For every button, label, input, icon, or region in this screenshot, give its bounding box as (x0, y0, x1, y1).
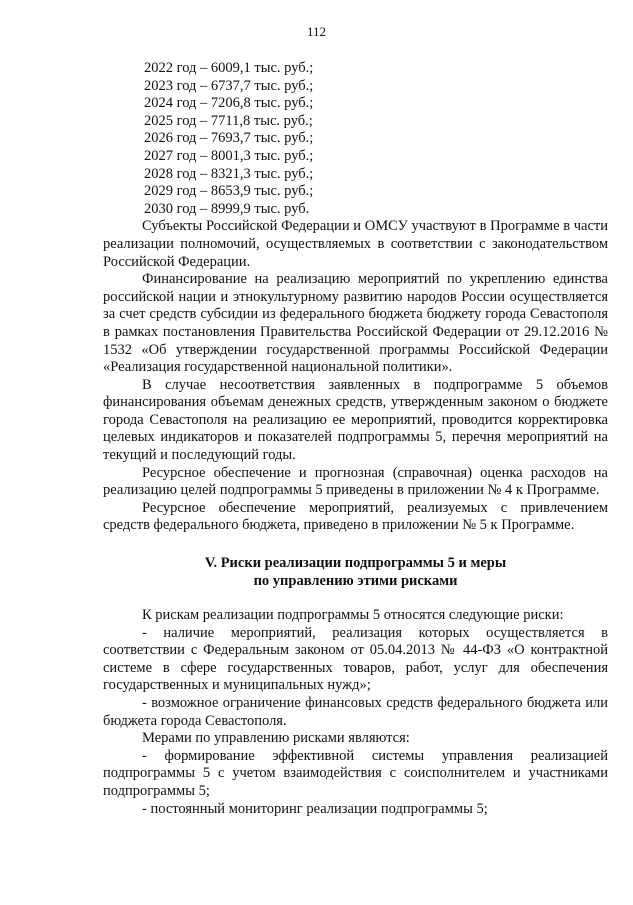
document-body (103, 60, 608, 818)
funding-year-item: 2024 год – 7206,8 тыс. руб.; (144, 95, 314, 112)
paragraph-subjects-participation: Субъекты Российской Федерации и ОМСУ участвуют в Программе в части реализации полномочий, осуществляемых в соответствии с законодательством Российской Федерации. (103, 218, 608, 270)
funding-year-item: 2028 год – 8321,3 тыс. руб.; (144, 165, 314, 182)
funding-year-item: 2030 год – 8999,9 тыс. руб. (144, 200, 310, 217)
paragraph-financing-source: Финансирование на реализацию мероприятий по укреплению единства российской нации и этнокультурному развитию народов России осуществляется за счет средств субсидии из федерального бюджета бюджету города Севастополя в рамках постановления Правительства Российской Федерации от 29.12.2016 № 1532 «Об утверждении государственной программы Российской Федерации «Реализация государственной национальной политики». (103, 271, 608, 376)
section-heading-line1: V. Риски реализации подпрограммы 5 и меры (204, 555, 507, 572)
risks-intro: К рискам реализации подпрограммы 5 относятся следующие риски: (142, 607, 564, 624)
section-heading (103, 554, 608, 590)
section-heading-line2: по управлению этими рисками (253, 573, 458, 590)
risk-item: - возможное ограничение финансовых средств федерального бюджета или бюджета города Севастополя. (103, 695, 608, 729)
paragraph-funding-mismatch: В случае несоответствия заявленных в подпрограмме 5 объемов финансирования объемам денежных средств, утвержденным законом о бюджете города Севастополя на реализацию ее мероприятий, проводится корректировка целевых индикаторов и показателей подпрограммы 5, перечня мероприятий на текущий и последующий годы. (103, 376, 608, 464)
funding-year-item: 2022 год – 6009,1 тыс. руб.; (144, 60, 314, 76)
measures-intro: Мерами по управлению рисками являются: (142, 730, 410, 747)
measure-item: - формирование эффективной системы управления реализацией подпрограммы 5 с учетом взаимодействия с соисполнителем и участниками подпрограммы 5; (103, 747, 608, 799)
paragraph-resource-appendix-4: Ресурсное обеспечение и прогнозная (справочная) оценка расходов на реализацию целей подпрограммы 5 приведены в приложении № 4 к Программе. (103, 464, 608, 499)
paragraph-resource-appendix-5: Ресурсное обеспечение мероприятий, реализуемых с привлечением средств федерального бюджета, приведено в приложении № 5 к Программе. (103, 499, 608, 534)
funding-year-item: 2027 год – 8001,3 тыс. руб.; (144, 147, 314, 164)
risk-item: - наличие мероприятий, реализация которых осуществляется в соответствии с Федеральным законом от 05.04.2013 № 44-ФЗ «О контрактной системе в сфере государственных товаров, работ, услуг для обеспечения государственных и муниципальных нужд»; (103, 624, 608, 694)
page-number: 112 (306, 24, 327, 39)
funding-year-item: 2026 год – 7693,7 тыс. руб.; (144, 130, 314, 147)
funding-year-item: 2029 год – 8653,9 тыс. руб.; (144, 183, 314, 200)
measure-item: - постоянный мониторинг реализации подпрограммы 5; (142, 800, 488, 817)
funding-year-item: 2023 год – 6737,7 тыс. руб.; (144, 77, 314, 94)
funding-year-item: 2025 год – 7711,8 тыс. руб.; (144, 112, 313, 129)
funding-by-year-list (144, 60, 608, 218)
